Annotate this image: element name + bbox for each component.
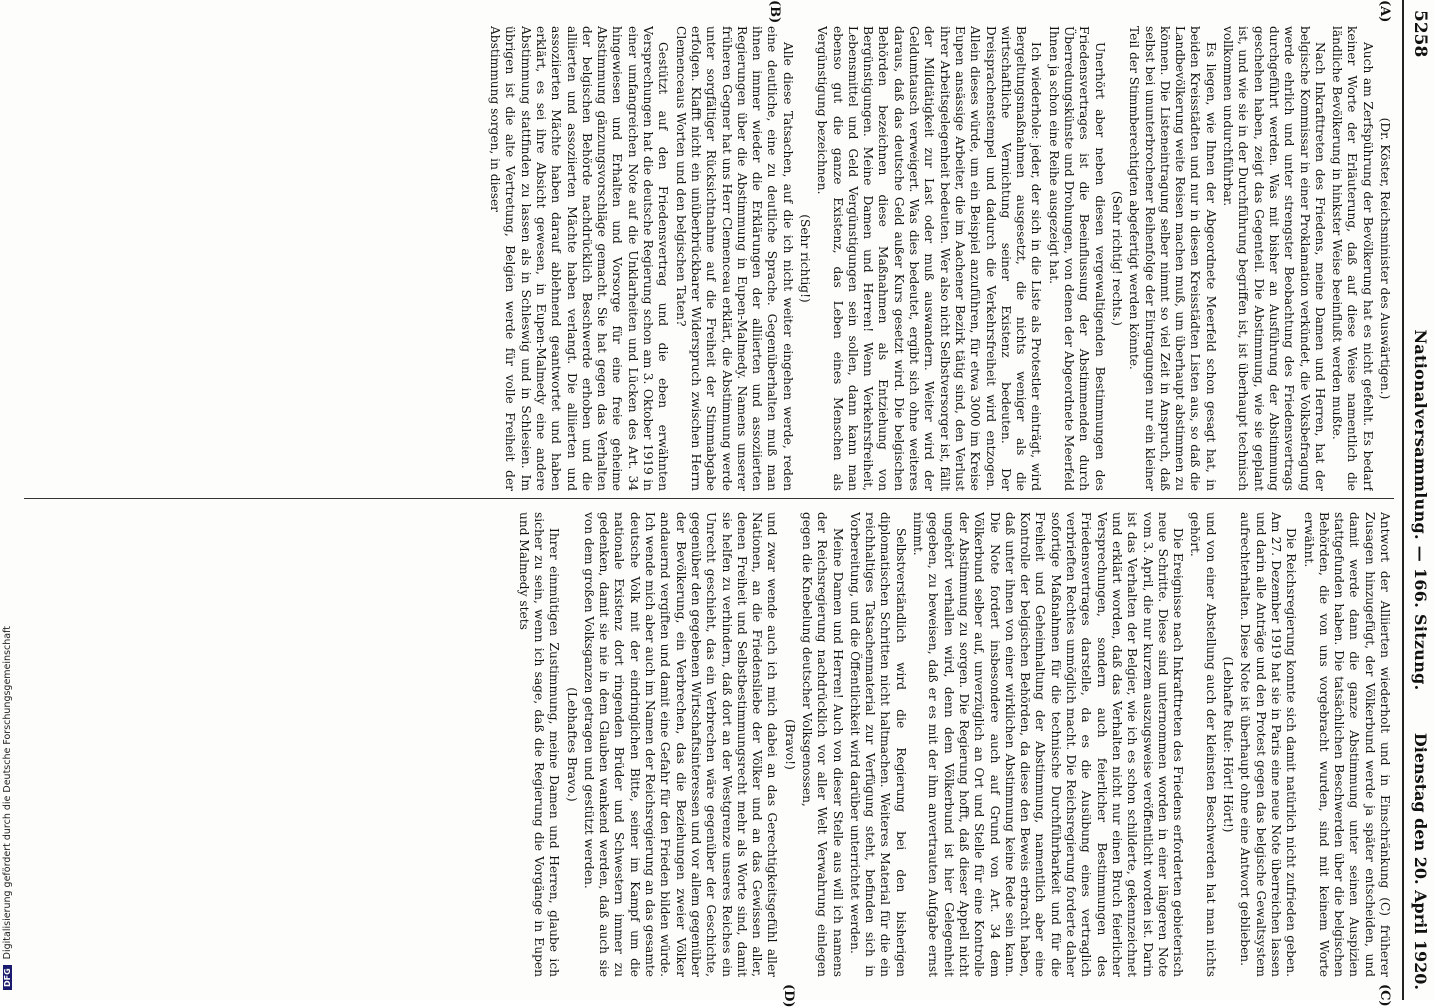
- header-rule: [1402, 0, 1404, 1000]
- session-date: Dienstag den 20. April 1920.: [1411, 732, 1430, 990]
- right-column: [32, 512, 1392, 977]
- paragraph: Nach Inkrafttreten des Friedens, meine Damen und Herren, hat der belgische Kommissar in einer Proklamation verkündet, die Volksbefragung werde ehrlich und unter strengster Beobachtung des Friedensvertrags durchgeführt werden. Was mit bisher an Ausführung der Abstimmung geschehen haben, zeigt das Gegenteil. Die Abstimmung, wie sie geplant ist, und wie sie in der Durchführung begriffen ist, ist überhaupt technisch vollkommen undurchführbar.: [1221, 26, 1327, 491]
- paragraph: Auch am Zerfspührung der Bevölkerung hat es nicht gefehlt. Es bedarf keiner Worte der Erläuterung, daß auf diese Weise namentlich die ländliche Bevölkerung in hinkster Weise beeinflußt werden mußte.: [1330, 26, 1375, 491]
- interjection: (Sehr richtig!): [798, 214, 813, 303]
- paragraph: Die Ereignisse nach Inkrafttreten des Friedens erforderten gebieterisch neue Schritte. Diese sind unternommen worden in einer längeren Note vom 3. April, die nur kurzem auszugsweise veröffentlicht worden ist. Darin ist das Verhalten der Belgier, wie ich es schon schilderte, gekennzeichnet und erklärt worden, daß das Verhalten nicht nur einen Bruch feierlicher Versprechungen, sondern auch feierlicher Bestimmungen des Friedensvertrages darstelle, da es die Ausübung eines vertraglich verbrieften Rechtes unmöglich macht. Die Reichsregierung forderte daher sofortige Maßnahmen für die technische Durchführbarkeit und für die Freiheit und Geheimhaltung der Abstimmung, namentlich aber eine Kontrolle der belgischen Behörden, da diese den Beweis erbracht haben, daß unter ihnen von einer wirklichen Abstimmung keine Rede sein kann. Die Note fordert insbesondere auch auf Grund von Art. 34 dem Völkerbund selber auf, unverzüglich an Ort und Stelle für eine Kontrolle der Abstimmung zu sorgen. Die Regierung hofft, daß dieser Appell nicht ungehört verhallen wird, denn dem Völkerbund ist hier Gelegenheit gegeben, zu beweisen, daß er es mit der ihm anvertrauten Aufgabe ernst nimmt.: [911, 512, 1186, 977]
- margin-mark-d: (D): [781, 984, 796, 1008]
- margin-mark-a: (A): [1377, 0, 1392, 23]
- interjection: (Lebhafte Rufe: Hört! Hört!): [1221, 656, 1236, 833]
- interjection: (Lebhaftes Bravo.): [564, 687, 579, 802]
- paragraph: Gestützt auf den Friedensvertrag und die eben erwähnten Versprechungen hat die deutsche Regierung schon am 3. Oktober 1919 in einer umfangreichen Note auf die Unklarheiten und Lücken des Art. 34 hingewiesen und Erhalten und Vorsorge für eine freie geheime Abstimmung gänzungsvorschläge gemacht. Sie hat gegen das Verhalten der belgischen Behörde nachdrücklich Beschwerde erhoben und die alliierten und assoziierten Mächte haben verlangt. Die alliierten und assoziierten Mächte haben darauf ablehnend geantwortet und haben erklärt, es sei ihre Absicht gewesen, in Eupen-Malmedy eine andere Abstimmung stattfinden zu lassen als in Schleswig und in Schlesien. Im übrigen ist die alte Vertretung, Belgien werde für volle Freiheit der Abstimmung sorgen, in dieser: [488, 26, 671, 491]
- paragraph: und zwar wende auch ich mich dabei an das Gerechtigkeitsgefühl aller Nationen, an die Friedensliebe der Völker und an das Gewissen aller, denen Freiheit und Selbstbestimmungsrecht mehr als Worte sind, damit sie helfen zu verhindern, daß dort an der Westgrenze unseres Reiches ein Unrecht geschieht, das ein Verbrechen wäre gegenüber der Geschichte, gegenüber den gegebenen Wirtschaftsinteressen und vor allem gegenüber der Bevölkerung, ein Verbrechen, das die Beziehungen zweier Völker andauernd vergiften und damit eine Gefahr für den Frieden bilden würde. Ich wende mich aber auch im Namen der Reichsregierung an das gesamte deutsche Volk mit der eindringlichen Bitte, seiner im Kampf um die nationale Existenz dort ringenden Brüder und Schwestern immer zu gedenken, damit sie nie in dem Glauben wankend werden, daß auch sie von dem großen Volksganzen getragen und gestützt werden.: [581, 512, 780, 977]
- paragraph: Ich wiederhole: jeder, der sich in die Liste als Protestler einträgt, wird Bergeltungsmaßnahmen ausgesetzt, die nichts weniger als die wirtschaftliche Vernichtung seiner Existenz bedeuten. Der Dreisprachenstempel und dadurch die Verkehrsfreiheit wird entzogen. Allein dieses würde, um ein Beispiel anzuführen, für etwa 3000 im Kreise Eupen ansässige Arbeiter, die im Aachener Bezirk tätig sind, den Verlust ihrer Arbeitsgelegenheit bedeuten. Wer also nicht Selbstversorger ist, fällt der Mildtätigkeit zur Last oder muß auswandern. Weiter wird der Geldumtausch verweigert. Was dies bedeutet, ergibt sich ohne weiteres daraus, daß das deutsche Geld außer Kurs gesetzt wird. Die belgischen Behörden bezeichnen diese Maßnahmen als Entziehung von Bergünstigungen. Meine Damen und Herren! Wenn Verkehrsfreiheit, Lebensmittel und Geld Vergünstigungen sein sollen, dann kann man ebenso gut die ganze Existenz, das Leben eines Menschen als Vergünstigung bezeichnen.: [815, 26, 1044, 491]
- paragraph: Unerhört aber neben diesen vergewaltigenden Bestimmungen des Friedensvertrages ist die Beeinflussung der Abstimmenden durch Überredungskünste und Drohungen, von denen der Abgeordnete Meerfeld Ihnen ja schon eine Reihe ausgezeigt hat.: [1046, 26, 1107, 491]
- paragraph: Ihrer einmütigen Zustimmung, meine Damen und Herren, glaube ich sicher zu sein, wenn ich sage, daß die Regierung die Vorgänge in Eupen und Malmedy stets: [516, 512, 562, 977]
- page-title: Nationalversammlung. — 166. Sitzung.: [1411, 329, 1430, 691]
- paragraph: Die Reichsregierung konnte sich damit natürlich nicht zufrieden geben. Am 27. Dezember 1919 hat sie in Paris eine neue Note überreichen lassen und darin alle Anträge und den Protest gegen das belgische Gewaltsystem aufrechterhalten. Diese Note ist überhaupt ohne eine Antwort geblieben.: [1238, 512, 1299, 977]
- paragraph: Meine Damen und Herren! Auch von dieser Stelle aus will ich namens der Reichsregierung nachdrücklich vor aller Welt Verwahrung einlegen gegen die Knebelung deutscher Volksgenossen,: [800, 512, 845, 977]
- credit-text: Digitalisierung gefördert durch die Deutsche Forschungsgemeinschaft: [2, 626, 13, 960]
- left-column: [32, 26, 1392, 491]
- interjection: (Bravo!): [782, 719, 797, 770]
- page-number: 5258: [1410, 10, 1430, 58]
- column-divider: [24, 498, 1394, 499]
- margin-mark-b: (B): [767, 0, 782, 24]
- interjection: (Sehr richtig! rechts.): [1109, 190, 1124, 327]
- margin-mark-c: (C): [1377, 984, 1392, 1007]
- paragraph: Alle diese Tatsachen, auf die ich nicht weiter eingehen werde, reden eine deutliche, eine zu deutliche Sprache. Gegenüberhalten muß man ihnen immer wieder die Erklärungen der alliierten und assoziierten Regierungen über die Abstimmung in Eupen-Malmedy. Namens unserer früheren Gegner hat uns Herr Clemenceau erklärt, die Abstimmung werde unter sorgfältiger Rücksichtnahme auf die Freiheit der Stimmabgabe erfolgen. Klafft nicht ein unüberbrückbarer Widerspruch zwischen Herrn Clemenceaus Worten und den belgischen Taten?: [673, 26, 795, 491]
- paragraph: Selbstverständlich wird die Regierung bei den bisherigen diplomatischen Schritten nicht haltmachen. Weiteres Material für die ein reichhaltiges Tatsachenmaterial zur Verfügung steht, befinden sich in Vorbereitung, und die Öffentlichkeit wird darüber unterrichtet werden.: [847, 512, 908, 977]
- paragraph: Es liegen, wie Ihnen der Abgeordnete Meerfeld schon gesagt hat, in beiden Kreisstädten und nur in diesen Kreisstädten Listen aus, so daß die Landbevölkerung weite Reisen machen muß, um überhaupt abstimmen zu können. Die Listeneintragung selber nimmt so viel Zeit in Anspruch, daß selbst bei ununterbrochener Reihenfolge der Eintragungen nur ein kleiner Teil der Stimmberechtigten abgefertigt werden könnte.: [1127, 26, 1218, 491]
- digitization-credit: [2, 0, 16, 990]
- paragraph: und von einer Abstellung auch der kleinsten Beschwerden hat man nichts gehört.: [1188, 512, 1218, 977]
- dfg-logo: DFG: [3, 965, 12, 990]
- paragraph: Antwort der Alliierten wiederholt und in Einschränkung (C) früherer Zusagen hinzugefügt, der Völkerbund werde ja später entscheiden, und damit werde dann die ganze Abstimmung unter seinen Auspizien stattgefunden haben. Die tatsächlichen Beschwerden über die belgischen Behörden, die von uns vorgebracht wurden, sind mit keinem Worte erwähnt.: [1301, 512, 1392, 977]
- speaker-line: (Dr. Köster, Reichsminister des Auswärtigen.): [1378, 117, 1392, 400]
